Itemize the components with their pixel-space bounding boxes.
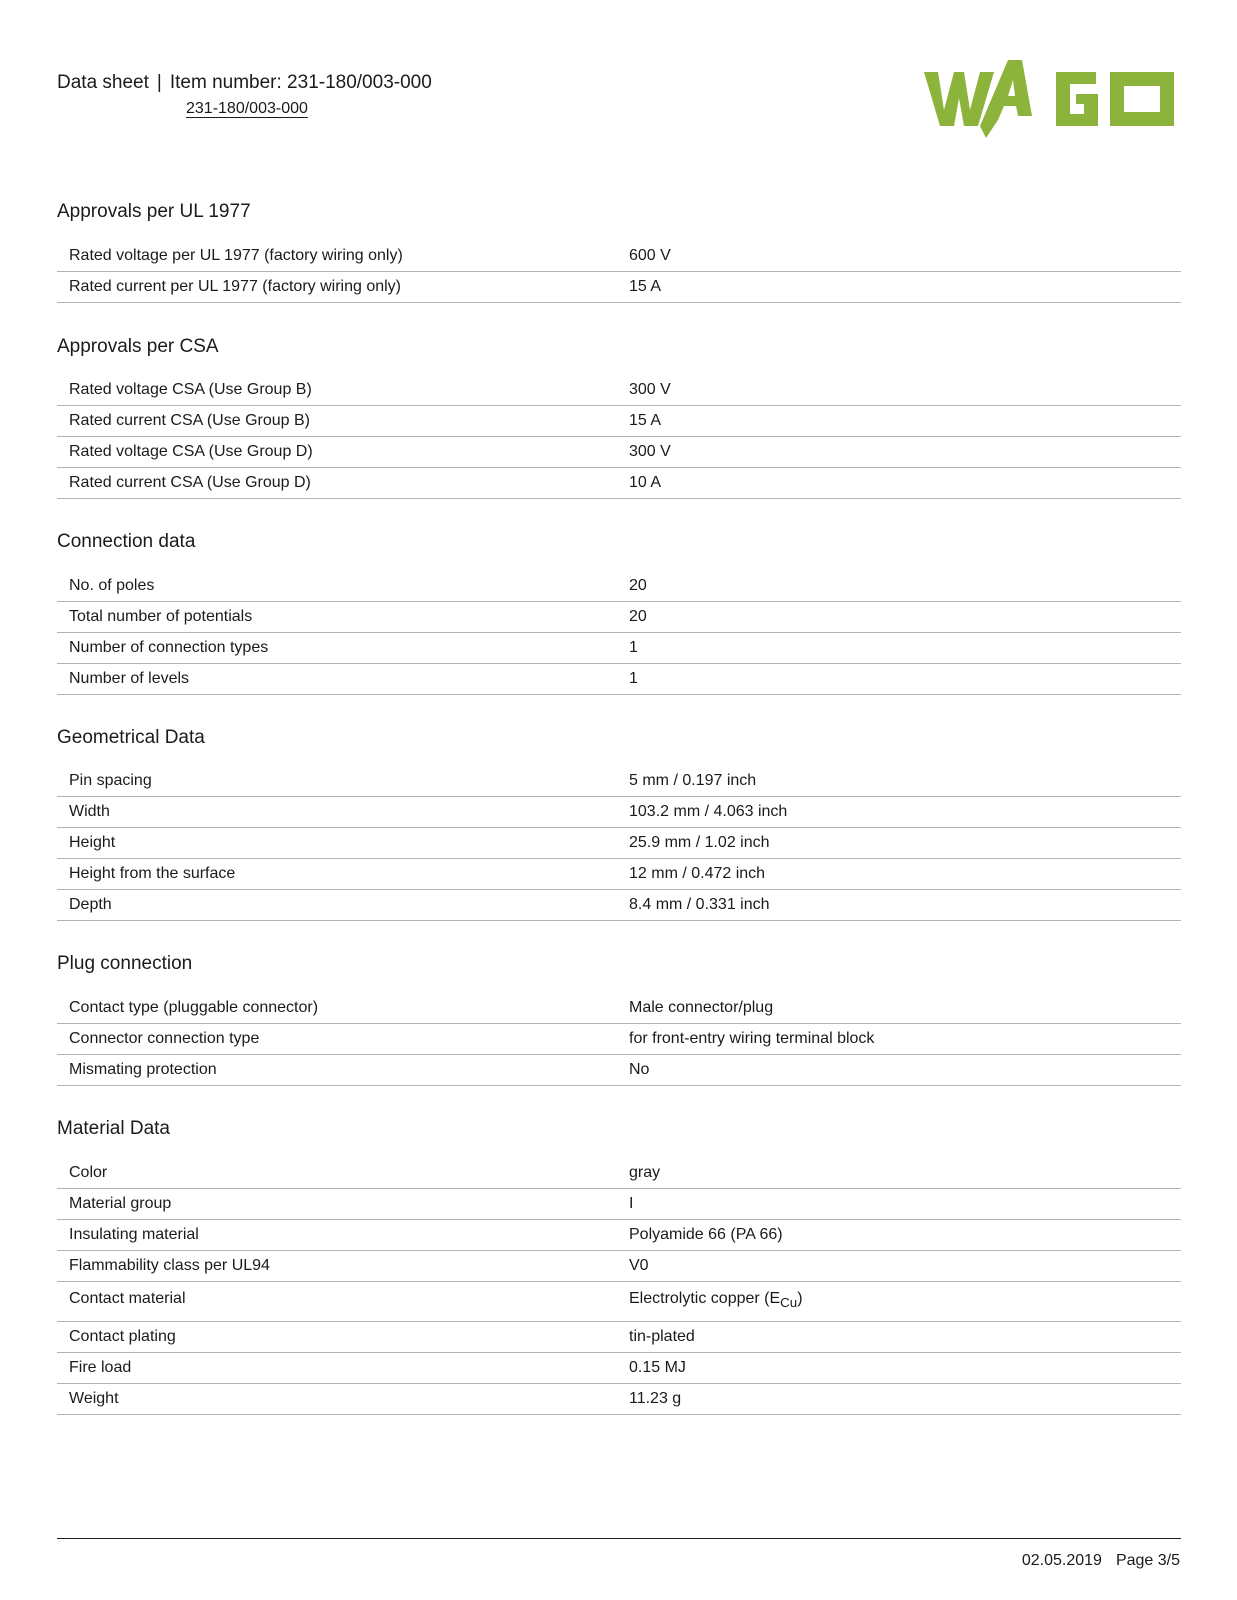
row-label: Flammability class per UL94: [57, 1251, 617, 1282]
section-title-csa: Approvals per CSA: [57, 336, 219, 357]
row-label: Depth: [57, 890, 617, 921]
row-value: 300 V: [617, 375, 1181, 406]
row-label: Insulating material: [57, 1220, 617, 1251]
section-title-geometrical: Geometrical Data: [57, 727, 205, 748]
row-value: 8.4 mm / 0.331 inch: [617, 890, 1181, 921]
spec-table-geometrical: [57, 766, 1181, 921]
row-value: 15 A: [617, 272, 1181, 303]
table-row: [57, 1189, 1181, 1220]
row-value: 20: [617, 571, 1181, 602]
contact-material-suffix: ): [797, 1290, 803, 1307]
section-title-connection: Connection data: [57, 531, 196, 552]
spec-table-material: [57, 1158, 1181, 1415]
row-label: Pin spacing: [57, 766, 617, 797]
row-value: 600 V: [617, 241, 1181, 272]
table-row: [57, 468, 1181, 499]
table-row: [57, 1322, 1181, 1353]
table-row: [57, 766, 1181, 797]
contact-material-text: Electrolytic copper (E: [629, 1290, 781, 1307]
row-value: 300 V: [617, 437, 1181, 468]
row-label: Height from the surface: [57, 859, 617, 890]
table-row: [57, 993, 1181, 1024]
row-label: Rated voltage CSA (Use Group D): [57, 437, 617, 468]
table-row: [57, 633, 1181, 664]
page-footer: [1022, 1550, 1180, 1572]
row-label: Connector connection type: [57, 1024, 617, 1055]
table-row: [57, 241, 1181, 272]
row-label: Contact plating: [57, 1322, 617, 1353]
item-number-link[interactable]: 231-180/003-000: [186, 100, 308, 117]
table-row: [57, 571, 1181, 602]
row-label: Weight: [57, 1384, 617, 1415]
title-separator: |: [156, 72, 162, 93]
row-label: Rated current CSA (Use Group D): [57, 468, 617, 499]
row-value: 0.15 MJ: [617, 1353, 1181, 1384]
row-value: I: [617, 1189, 1181, 1220]
row-value: 5 mm / 0.197 inch: [617, 766, 1181, 797]
row-value: No: [617, 1055, 1181, 1086]
row-value: 15 A: [617, 406, 1181, 437]
item-number-title: Item number: 231-180/003-000: [169, 72, 432, 93]
spec-table-csa: [57, 375, 1181, 499]
row-value: 1: [617, 633, 1181, 664]
row-value: 20: [617, 602, 1181, 633]
table-row: [57, 272, 1181, 303]
row-value: for front-entry wiring terminal block: [617, 1024, 1181, 1055]
row-label: Fire load: [57, 1353, 617, 1384]
section-title-ul1977: Approvals per UL 1977: [57, 201, 251, 222]
table-row: [57, 602, 1181, 633]
spec-table-plug: [57, 993, 1181, 1086]
table-row: [57, 797, 1181, 828]
contact-material-subscript: Cu: [780, 1295, 798, 1311]
row-label: Rated current per UL 1977 (factory wiring only): [57, 272, 617, 303]
row-label: Contact material: [57, 1282, 617, 1322]
row-label: Number of connection types: [57, 633, 617, 664]
row-label: Rated voltage per UL 1977 (factory wiring only): [57, 241, 617, 272]
row-value: tin-plated: [617, 1322, 1181, 1353]
row-value: 103.2 mm / 4.063 inch: [617, 797, 1181, 828]
table-row: [57, 1282, 1181, 1322]
table-row: [57, 406, 1181, 437]
table-row: [57, 1384, 1181, 1415]
document-header: [57, 70, 432, 120]
table-row: [57, 1024, 1181, 1055]
table-row: [57, 890, 1181, 921]
row-label: Color: [57, 1158, 617, 1189]
footer-divider: [57, 1538, 1181, 1539]
row-label: Width: [57, 797, 617, 828]
section-title-plug: Plug connection: [57, 953, 193, 974]
row-label: Number of levels: [57, 664, 617, 695]
table-row: [57, 375, 1181, 406]
table-row: [57, 828, 1181, 859]
table-row: [57, 859, 1181, 890]
table-row: [57, 664, 1181, 695]
spec-table-connection: [57, 571, 1181, 695]
row-value: 10 A: [617, 468, 1181, 499]
row-value: Polyamide 66 (PA 66): [617, 1220, 1181, 1251]
row-label: Rated voltage CSA (Use Group B): [57, 375, 617, 406]
spec-table-ul1977: [57, 241, 1181, 303]
row-label: No. of poles: [57, 571, 617, 602]
row-value-contact-material: [617, 1282, 1181, 1322]
row-value: 25.9 mm / 1.02 inch: [617, 828, 1181, 859]
row-label: Rated current CSA (Use Group B): [57, 406, 617, 437]
wago-logo: [924, 58, 1180, 144]
row-label: Contact type (pluggable connector): [57, 993, 617, 1024]
table-row: [57, 1055, 1181, 1086]
table-row: [57, 1158, 1181, 1189]
footer-date: 02.05.2019: [1021, 1552, 1102, 1569]
table-row: [57, 437, 1181, 468]
row-label: Material group: [57, 1189, 617, 1220]
row-label: Total number of potentials: [57, 602, 617, 633]
section-title-material: Material Data: [57, 1118, 170, 1139]
row-value: Male connector/plug: [617, 993, 1181, 1024]
row-label: Height: [57, 828, 617, 859]
row-value: V0: [617, 1251, 1181, 1282]
row-value: 12 mm / 0.472 inch: [617, 859, 1181, 890]
row-value: gray: [617, 1158, 1181, 1189]
table-row: [57, 1220, 1181, 1251]
row-value: 11.23 g: [617, 1384, 1181, 1415]
row-value: 1: [617, 664, 1181, 695]
table-row: [57, 1353, 1181, 1384]
footer-page-number: Page 3/5: [1115, 1552, 1180, 1569]
doc-type: Data sheet: [57, 72, 149, 93]
row-label: Mismating protection: [57, 1055, 617, 1086]
table-row: [57, 1251, 1181, 1282]
document-title: [57, 70, 432, 96]
